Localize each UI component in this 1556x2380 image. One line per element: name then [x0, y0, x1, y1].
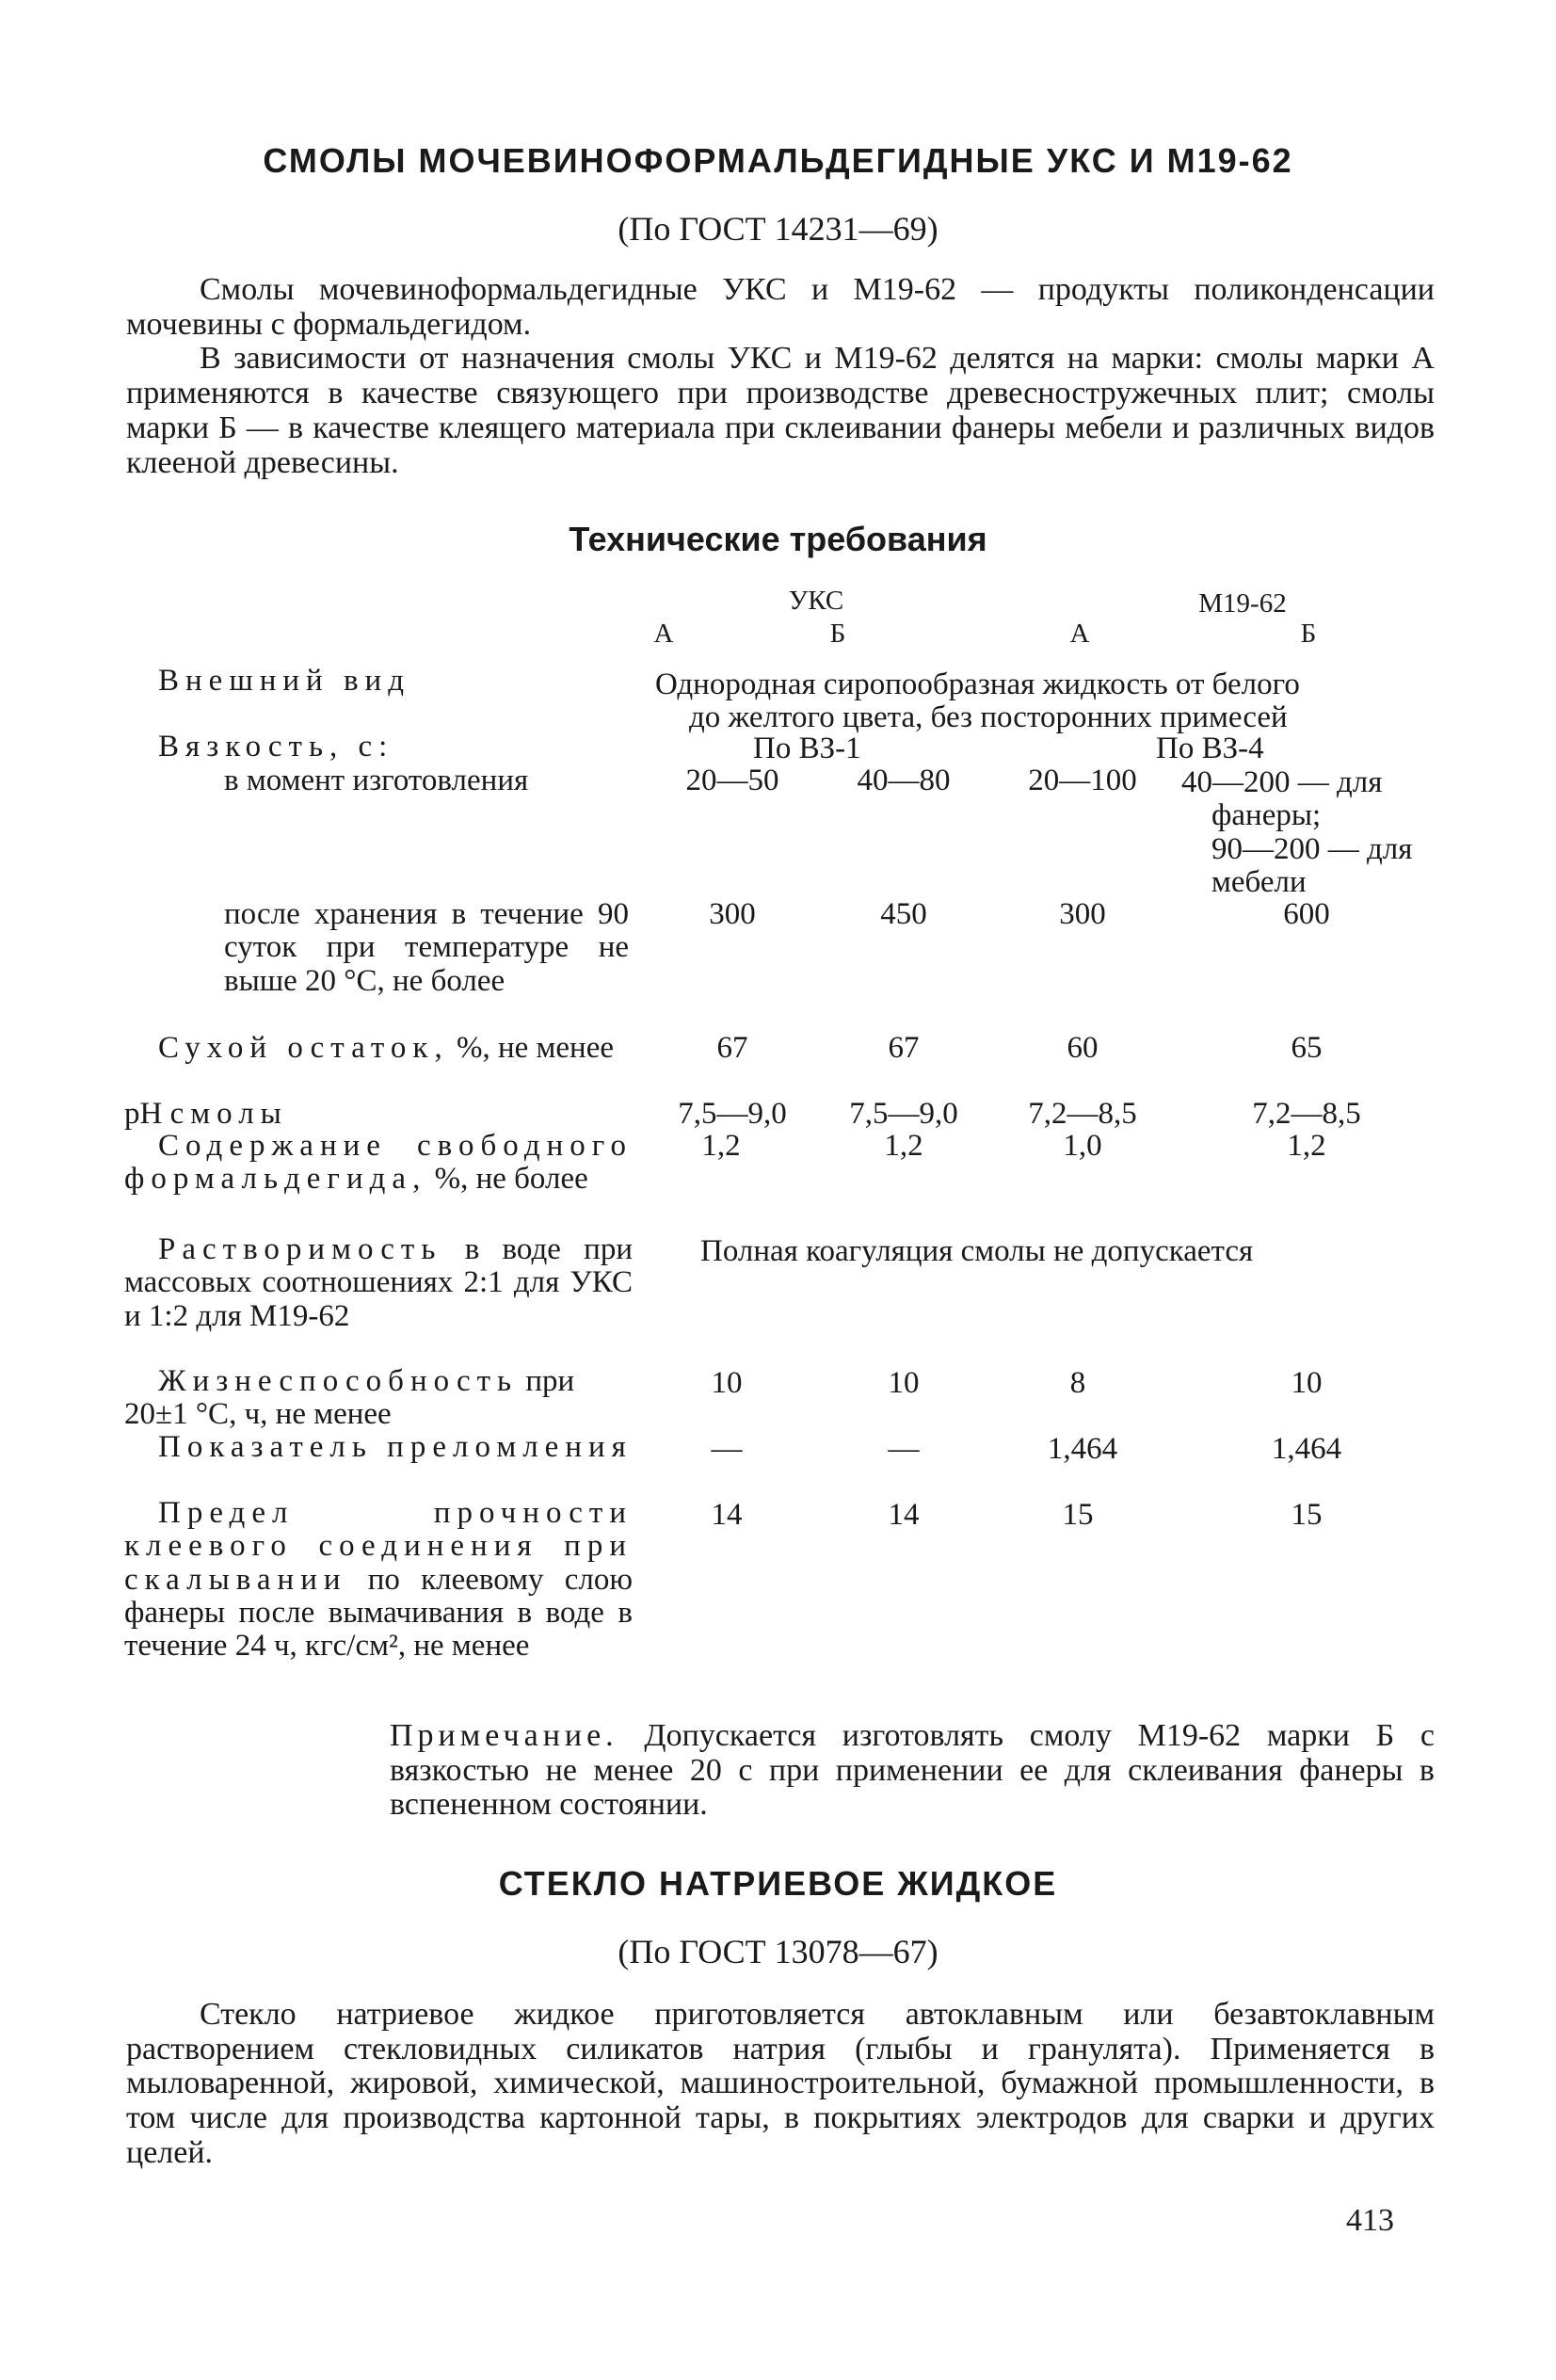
gost-reference-sodium-glass: (По ГОСТ 13078—67)	[618, 1933, 938, 1970]
row-label-viscosity-made: в момент изготовления	[224, 764, 529, 797]
viability-label-main: Жизнеспособность	[158, 1364, 519, 1398]
viability-label-rest: при 20±1 °С, ч, не менее	[124, 1364, 575, 1432]
column-group-m19-62: М19-62	[1198, 588, 1287, 619]
note-text: Допускается изготовлять смолу М19-62 марки Б с вязкостью не менее 20 с при применении ее для склеивания фанеры в вспененном состоянии.	[390, 1718, 1436, 1823]
column-uks-b: Б	[829, 619, 846, 649]
row-label-free-formaldehyde	[124, 1130, 633, 1197]
cell-viability-uks-a: 10	[711, 1366, 743, 1400]
column-uks-a: А	[653, 619, 674, 649]
cell-dry-residue-m19-b: 65	[1291, 1031, 1323, 1065]
cell-ph-uks-a: 7,5—9,0	[678, 1097, 787, 1131]
solubility-label-rest: в воде при массовых соотношениях 2:1 для УКС и 1:2 для М19-62	[124, 1232, 633, 1333]
row-label-appearance: Внешний вид	[158, 664, 410, 698]
cell-visc-stored-m19-a: 300	[1059, 897, 1106, 931]
visc-made-m19-b-line3: 90—200 — для	[1211, 831, 1413, 866]
paragraph-sodium-glass: Стекло натриевое жидкое приготовляется автоклавным или безавтоклавным растворением стекловидных силикатов натрия (глыбы и гранулята). Применяется в мыловаренной, жировой, химической, машиностроительной, бумажной промышленности, в том числе для производства картонной тары, в покрытиях электродов для сварки и других целей.	[126, 1997, 1435, 2170]
section-title-sodium-glass: СТЕКЛО НАТРИЕВОЕ ЖИДКОЕ	[498, 1864, 1058, 1903]
cell-refraction-m19-b: 1,464	[1271, 1432, 1342, 1466]
section-title-resins: СМОЛЫ МОЧЕВИНОФОРМАЛЬДЕГИДНЫЕ УКС И М19-62	[263, 141, 1293, 180]
cell-visc-made-uks-a: 20—50	[685, 764, 779, 797]
cell-visc-stored-uks-a: 300	[709, 897, 756, 931]
paragraph-grades: В зависимости от назначения смолы УКС и М19-62 делятся на марки: смолы марки А применяются в качестве связующего при производстве древесностружечных плит; смолы марки Б — в качестве клеящего материала при склеивании фанеры мебели и различных видов клееной древесины.	[126, 341, 1435, 480]
cell-dry-residue-uks-a: 67	[716, 1031, 748, 1065]
cell-dry-residue-m19-a: 60	[1067, 1031, 1099, 1065]
row-label-viscosity-stored: после хранения в течение 90 суток при температуре не выше 20 °С, не более	[224, 897, 629, 998]
table-note	[390, 1719, 1435, 1823]
appearance-value-line2: до желтого цвета, без посторонних примесей	[689, 700, 1288, 734]
cell-viability-m19-b: 10	[1291, 1366, 1323, 1400]
visc-made-m19-b-line1: 40—200 — для	[1181, 765, 1383, 799]
row-label-dry-residue	[124, 1032, 633, 1065]
row-label-viability	[124, 1365, 633, 1432]
cell-strength-m19-a: 15	[1062, 1498, 1094, 1532]
intro-paragraphs	[126, 273, 1435, 480]
tech-requirements-title: Технические требования	[569, 520, 987, 558]
strength-label-rest: по клеевому слою фанеры после вымачивания в воде в течение 24 ч, кгс/см², не менее	[124, 1562, 633, 1664]
solubility-label-main: Растворимость	[158, 1232, 442, 1266]
gost-reference-resins: (По ГОСТ 14231—69)	[618, 210, 938, 248]
column-m19-a: А	[1069, 619, 1090, 649]
column-group-uks: УКС	[788, 586, 844, 616]
visc-made-m19-b-line2: фанеры;	[1211, 798, 1322, 833]
sodium-glass-description	[126, 1998, 1435, 2171]
row-label-refraction: Показатель преломления	[158, 1430, 633, 1464]
cell-formaldehyde-m19-a: 1,0	[1063, 1129, 1102, 1163]
cell-visc-stored-m19-b: 600	[1283, 897, 1330, 931]
appearance-value-line1: Однородная сиропообразная жидкость от белого	[655, 667, 1300, 701]
row-label-strength	[124, 1497, 633, 1663]
dry-residue-label-main: Сухой остаток,	[158, 1031, 449, 1065]
cell-ph-m19-a: 7,2—8,5	[1028, 1097, 1137, 1131]
cell-formaldehyde-m19-b: 1,2	[1287, 1129, 1326, 1163]
cell-formaldehyde-uks-a: 1,2	[701, 1129, 741, 1163]
solubility-value: Полная коагуляция смолы не допускается	[700, 1234, 1254, 1268]
cell-strength-m19-b: 15	[1291, 1498, 1323, 1532]
cell-visc-stored-uks-b: 450	[880, 897, 927, 931]
row-label-ph	[124, 1098, 633, 1131]
cell-formaldehyde-uks-b: 1,2	[884, 1129, 923, 1163]
ph-label-main: смолы	[169, 1097, 288, 1131]
viscosity-method-uks: По ВЗ-1	[753, 732, 861, 765]
note-label: Примечание.	[390, 1718, 618, 1753]
page-number: 413	[1346, 2203, 1394, 2238]
cell-visc-made-m19-b	[1181, 766, 1445, 899]
cell-strength-uks-a: 14	[711, 1498, 743, 1532]
ph-label-prefix: pH	[124, 1097, 163, 1131]
cell-visc-made-uks-b: 40—80	[857, 764, 951, 797]
row-label-solubility	[124, 1233, 633, 1333]
strength-label-main: Предел прочности клеевого соединения при скалывании	[124, 1496, 633, 1597]
paragraph-definition: Смолы мочевиноформальдегидные УКС и М19-62 — продукты поликонденсации мочевины с формальдегидом.	[126, 272, 1435, 342]
cell-strength-uks-b: 14	[888, 1498, 920, 1532]
cell-viability-uks-b: 10	[888, 1366, 920, 1400]
cell-visc-made-m19-a: 20—100	[1028, 764, 1137, 797]
visc-made-m19-b-line4: мебели	[1211, 864, 1307, 899]
cell-ph-uks-b: 7,5—9,0	[849, 1097, 958, 1131]
viscosity-method-m19: По ВЗ-4	[1156, 732, 1264, 765]
formaldehyde-label-rest: %, не более	[434, 1162, 588, 1197]
cell-refraction-m19-a: 1,464	[1047, 1432, 1118, 1466]
cell-dry-residue-uks-b: 67	[888, 1031, 920, 1065]
cell-viability-m19-a: 8	[1069, 1366, 1086, 1400]
cell-refraction-uks-a: —	[711, 1432, 743, 1466]
column-m19-b: Б	[1300, 619, 1317, 649]
formaldehyde-label-main: Содержание свободного формальдегида,	[124, 1129, 633, 1197]
row-label-viscosity: Вязкость, с:	[158, 730, 394, 764]
cell-ph-m19-b: 7,2—8,5	[1252, 1097, 1361, 1131]
cell-refraction-uks-b: —	[888, 1432, 920, 1466]
dry-residue-label-rest: %, не менее	[456, 1031, 614, 1065]
